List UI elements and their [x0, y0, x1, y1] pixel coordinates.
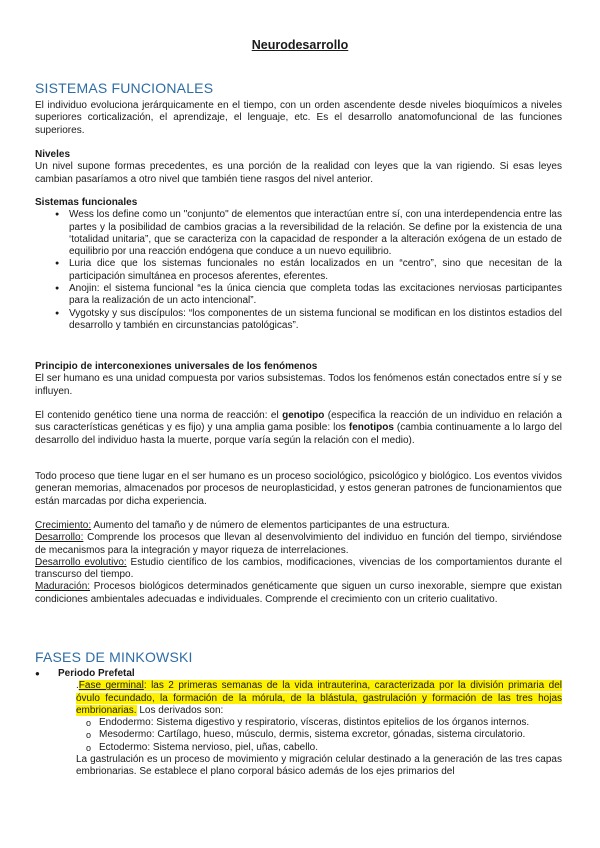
bullet-luria: ● Luria dice que los sistemas funcionales no están localizados en un “centro”, sino que necesitan de la participación simultánea en procesos aferentes, eferentes. — [35, 258, 562, 283]
niveles-block — [35, 149, 562, 186]
proceso-paragraph: Todo proceso que tiene lugar en el ser humano es un proceso sociológico, psicológico y biológico. Los eventos vividos generan memorias, almacenados por procesos de neuroplasticidad, y estos generan patrones de funcionamientos que están marcadas por dicha experiencia. — [35, 471, 562, 507]
sistemas-heading: Sistemas funcionales — [35, 197, 138, 208]
derivado-ectodermo: o Ectodermo: Sistema nervioso, piel, uñas, cabello. — [86, 741, 318, 753]
genetico-paragraph: El contenido genético tiene una norma de reacción: el genotipo (especifica la reacción de un individuo en relación a sus características genéticas y es fijo) y una amplia gama posible: los fenotipos (cambia continuamente a lo largo del desarrollo del individuo hasta la muerte, porque varía según la relación con el medio). — [35, 410, 562, 446]
principio-block — [35, 361, 562, 398]
definitions-block — [35, 520, 562, 606]
periodo-prefetal-item: ● Periodo Prefetal — [35, 668, 135, 679]
bullet-anojin: ● Anojin: el sistema funcional “es la única ciencia que completa todas las excitaciones nerviosas participantes para la realización de un acto intencional”. — [35, 283, 562, 308]
document-title: Neurodesarrollo — [251, 38, 349, 52]
derivado-endodermo: o Endodermo: Sistema digestivo y respiratorio, vísceras, distintos epitelios de los órganos internos. — [86, 717, 530, 729]
def-maduracion: Maduración: Procesos biológicos determinados genéticamente que siguen un curso inexorable, siempre que existan condiciones ambientales adecuadas e individuales. Comprende el crecimiento con un criterio cualitativo. — [35, 581, 562, 605]
sistemas-bullet-list — [35, 209, 562, 332]
section-heading-sistemas-funcionales: SISTEMAS FUNCIONALES — [35, 80, 214, 96]
periodo-prefetal-block — [35, 668, 562, 779]
sistemas-block — [35, 197, 562, 332]
principio-paragraph: El ser humano es una unidad compuesta por varios subsistemas. Todos los fenómenos están conectados entre sí y se influyen. — [35, 373, 562, 397]
def-desarrollo: Desarrollo: Comprende los procesos que llevan al desenvolvimiento del individuo en función del tiempo, sirviéndose de mecanismos para la integración y mayor riqueza de interrelaciones. — [35, 532, 562, 556]
def-crecimiento: Crecimiento: Aumento del tamaño y de número de elementos participantes de una estructura. — [35, 520, 450, 531]
bullet-wess: ● Wess los define como un "conjunto" de elementos que interactúan entre sí, con una interdependencia entre las partes y la posibilidad de cambios gracias a la reversibilidad de la relación. Se define por la existencia de una ‘totalidad unitaria”, que se caracteriza con la capacidad de responder a la alteración exógena de un estado de equilibrio por una reacción endógena que conduce a un nuevo equilibrio. — [35, 209, 562, 258]
niveles-heading: Niveles — [35, 149, 71, 160]
genotipo-term: genotipo — [282, 410, 325, 421]
def-desarrollo-evolutivo: Desarrollo evolutivo: Estudio científico de los cambios, modificaciones, vivencias de los comportamientos durante el transcurso del tiempo. — [35, 556, 562, 581]
gastrulacion-paragraph: La gastrulación es un proceso de movimiento y migración celular destinado a la generación de las tres capas embrionarias. Se establece el plano corporal básico además de los ejes primarios del — [76, 754, 562, 778]
periodo-prefetal-label: Periodo Prefetal — [58, 668, 135, 679]
intro-paragraph: El individuo evoluciona jerárquicamente en el tiempo, con un orden ascendente desde niveles bioquímicos a niveles superiores corticalización, el aprendizaje, el lenguaje, etc. Es el desarrollo anatomofuncional de las funciones superiores. — [35, 100, 562, 136]
fase-germinal-highlight: Fase germinal: las 2 primeras semanas de la vida intrauterina, caracterizada por la división primaria del óvulo fecundado, la formación de la mórula, de la blástula, gastrulación y formación de las tres hojas embrionarias. — [76, 680, 562, 716]
derivado-mesodermo: o Mesodermo: Cartílago, hueso, músculo, dermis, sistema excretor, gónadas, sistema circulatorio. — [86, 729, 526, 741]
bullet-vygotsky: ● Vygotsky y sus discípulos: “los componentes de un sistema funcional se modifican en los distintos estadios del desarrollo y también en circunstancias patológicas”. — [35, 308, 562, 333]
section-heading-fases-minkowski: FASES DE MINKOWSKI — [35, 649, 193, 665]
principio-heading: Principio de interconexiones universales de los fenómenos — [35, 361, 318, 372]
niveles-paragraph: Un nivel supone formas precedentes, es una porción de la realidad con leyes que la van rigiendo. Si esas leyes cambian pasaríamos a otro nivel que también tiene rasgos del nivel anterior. — [35, 161, 562, 185]
fase-germinal-paragraph: .Fase germinal: las 2 primeras semanas de la vida intrauterina, caracterizada por la división primaria del óvulo fecundado, la formación de la mórula, de la blástula, gastrulación y formación de las tres hojas embrionarias. Los derivados son: — [76, 680, 562, 716]
fenotipos-term: fenotipos — [348, 422, 394, 434]
